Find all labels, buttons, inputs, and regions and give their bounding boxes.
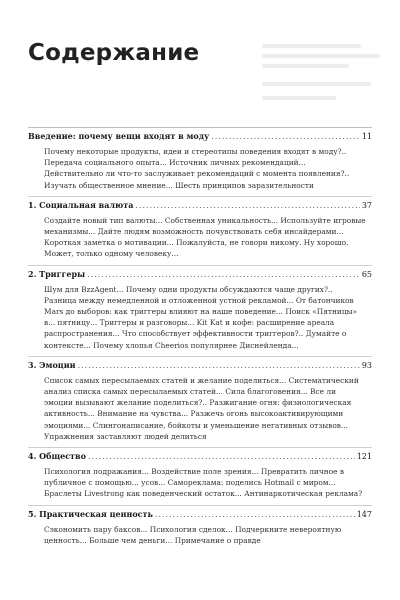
ghost-line [262,64,349,68]
chapter-title: 4. Общество [28,451,86,462]
chapter-subtopics: Шум для BzzAgent... Почему одни продукты обсуждаются чаще других?.. Разница между немедленной и отложенной устной рекламой... От батончиков Mars до выборов: как триггеры влияют на наше поведение... Поиск «Пятницы» в... пятницу... Триггеры и разговоры... Kit Kat и кофе: расширение ареала распространения... Что способствует эффективности триггеров?.. Думайте о контексте... Почему хлопья Cheerios популярнее Диснейленда... [44,284,357,350]
toc-entry[interactable] [28,265,372,356]
table-of-contents [28,127,372,551]
chapter-title: 1. Социальная валюта [28,199,134,210]
toc-entry-header [28,269,372,280]
chapter-subtopics: Психология подражания... Воздействие поле зрения... Превратить личное в публичное с помощью... усов... Самореклама: поделись Hotmail с миром... Браслеты Livestrong как поведенческий остаток... Антинаркотическая реклама? [44,467,363,499]
bleed-through-text [262,44,386,106]
dot-leader [211,131,360,142]
toc-entry[interactable] [28,356,372,447]
ghost-line [262,82,371,86]
chapter-title: 2. Триггеры [28,268,86,279]
dot-leader [78,360,360,371]
toc-entry[interactable] [28,127,372,196]
page-number: 93 [361,360,372,370]
toc-entry-header [28,451,372,462]
chapter-subtopics: Сэкономить пару баксов... Психология сделок... Подчеркните невероятную ценность... Больше чем деньги... Примечание о правде [44,524,342,545]
chapter-subtopics: Список самых пересылаемых статей и желание поделиться... Систематический анализ списка самых пересылаемых статей... Сила благоговения... Все ли эмоции вызывают желание поделиться?.. Разжигание огня: физиологическая активность... Внимание на чувства... Разжечь огонь высокоактивирующими эмоциями... Слингонаписание, бойкоты и уменьшение негативных отзывов... Упражнения заставляют людей делиться [44,375,359,441]
page-number: 11 [361,132,372,141]
page-title: Содержание [28,40,200,66]
chapter-title: 5. Практическая ценность [28,508,153,519]
ghost-line [262,44,361,48]
toc-entry-header [28,131,372,142]
toc-entry[interactable] [28,505,372,551]
chapter-subtopics: Почему некоторые продукты, идеи и стереотипы поведения входят в моду?.. Передача социального опыта... Источник личных рекомендаций... Действительно ли что-то заслуживает рекомендаций с момента появления?.. Изучать общественное мнение... Шесть принципов заразительности [44,147,350,190]
dot-leader [87,269,360,280]
toc-entry[interactable] [28,447,372,505]
page-number: 37 [361,200,372,210]
chapter-title: 3. Эмоции [28,359,76,370]
toc-entry[interactable] [28,196,372,265]
dot-leader [135,200,359,211]
dot-leader [88,451,355,462]
page-number: 65 [361,269,372,279]
chapter-subtopics: Создайте новый тип валюты... Собственная уникальность... Используйте игровые механизмы... Дайте людям возможность почувствовать себя инсайдерами... Короткая заметка о мотивации... Пожалуйста, не говори никому. Ну хорошо. Может, только одному человеку... [44,215,366,259]
page-number: 147 [356,509,372,519]
toc-entry-header [28,360,372,371]
ghost-line [262,54,380,58]
ghost-line [262,96,336,100]
page-number: 121 [356,452,372,462]
dot-leader [155,509,355,520]
toc-entry-header [28,200,372,211]
chapter-title: Введение: почему вещи входят в моду [28,131,210,141]
toc-entry-header [28,509,372,520]
